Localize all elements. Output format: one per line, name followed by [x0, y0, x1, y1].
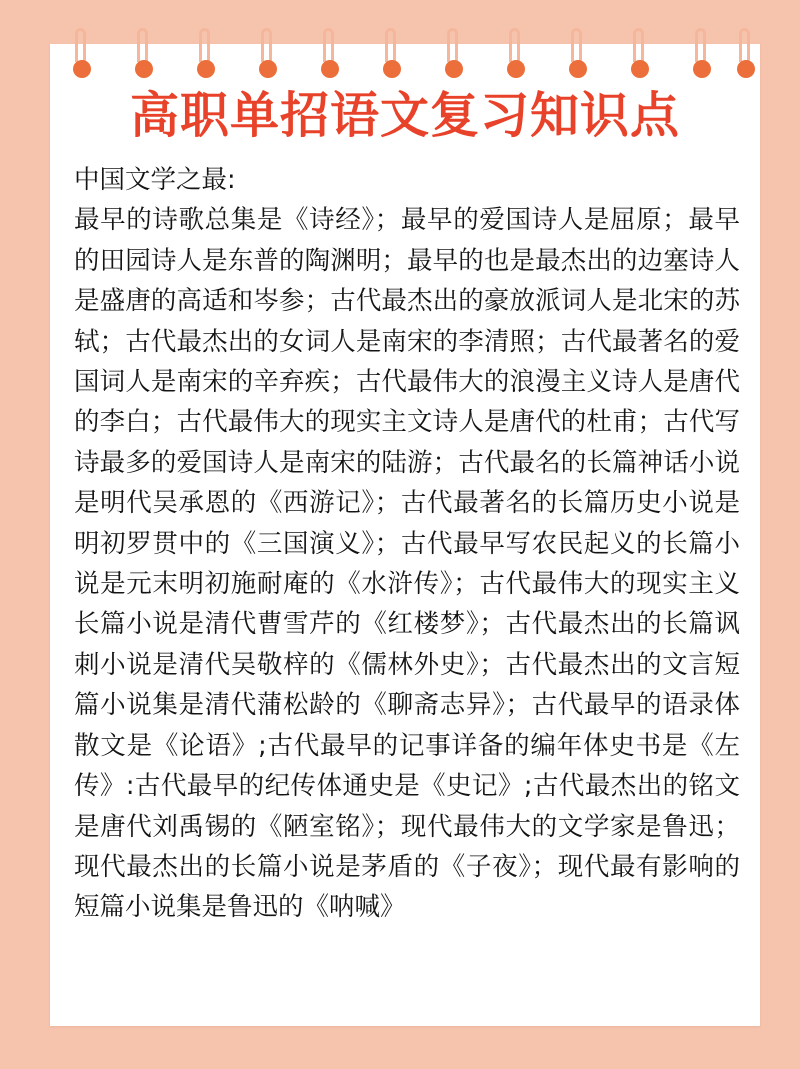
- binder-ring-icon: [690, 28, 714, 78]
- binder-rings: [70, 28, 760, 80]
- document-body: [74, 160, 740, 928]
- binder-ring-icon: [132, 28, 156, 78]
- section-heading: 中国文学之最:: [74, 165, 236, 195]
- page-title: 高职单招语文复习知识点: [129, 87, 680, 144]
- binder-ring-icon: [194, 28, 218, 78]
- binder-ring-icon: [318, 28, 342, 78]
- binder-ring-icon: [566, 28, 590, 78]
- binder-ring-icon: [380, 28, 404, 78]
- binder-ring-icon: [256, 28, 280, 78]
- binder-ring-icon: [734, 28, 758, 78]
- binder-ring-icon: [442, 28, 466, 78]
- binder-ring-icon: [628, 28, 652, 78]
- binder-ring-icon: [504, 28, 528, 78]
- binder-ring-icon: [70, 28, 94, 78]
- section-body: 最早的诗歌总集是《诗经》；最早的爱国诗人是屈原；最早的田园诗人是东普的陶渊明；最早的也是最杰出的边塞诗人是盛唐的高适和岑参；古代最杰出的豪放派词人是北宋的苏轼；古代最杰出的女词人是南宋的李清照；古代最著名的爱国词人是南宋的辛弃疾；古代最伟大的浪漫主义诗人是唐代的李白；古代最伟大的现实主文诗人是唐代的杜甫；古代写诗最多的爱国诗人是南宋的陆游；古代最名的长篇神话小说是明代吴承恩的《西游记》；古代最著名的长篇历史小说是明初罗贯中的《三国演义》；古代最早写农民起义的长篇小说是元末明初施耐庵的《水浒传》；古代最伟大的现实主义长篇小说是清代曹雪芹的《红楼梦》；古代最杰出的长篇讽刺小说是清代吴敬梓的《儒林外史》；古代最杰出的文言短篇小说集是清代蒲松龄的《聊斋志异》；古代最早的语录体散文是《论语》;古代最早的记事详备的编年体史书是《左传》:古代最早的纪传体通史是《史记》;古代最杰出的铭文是唐代刘禹锡的《陋室铭》；现代最伟大的文学家是鲁迅；现代最杰出的长篇小说是茅盾的《子夜》；现代最有影响的短篇小说集是鲁迅的《呐喊》: [74, 205, 740, 923]
